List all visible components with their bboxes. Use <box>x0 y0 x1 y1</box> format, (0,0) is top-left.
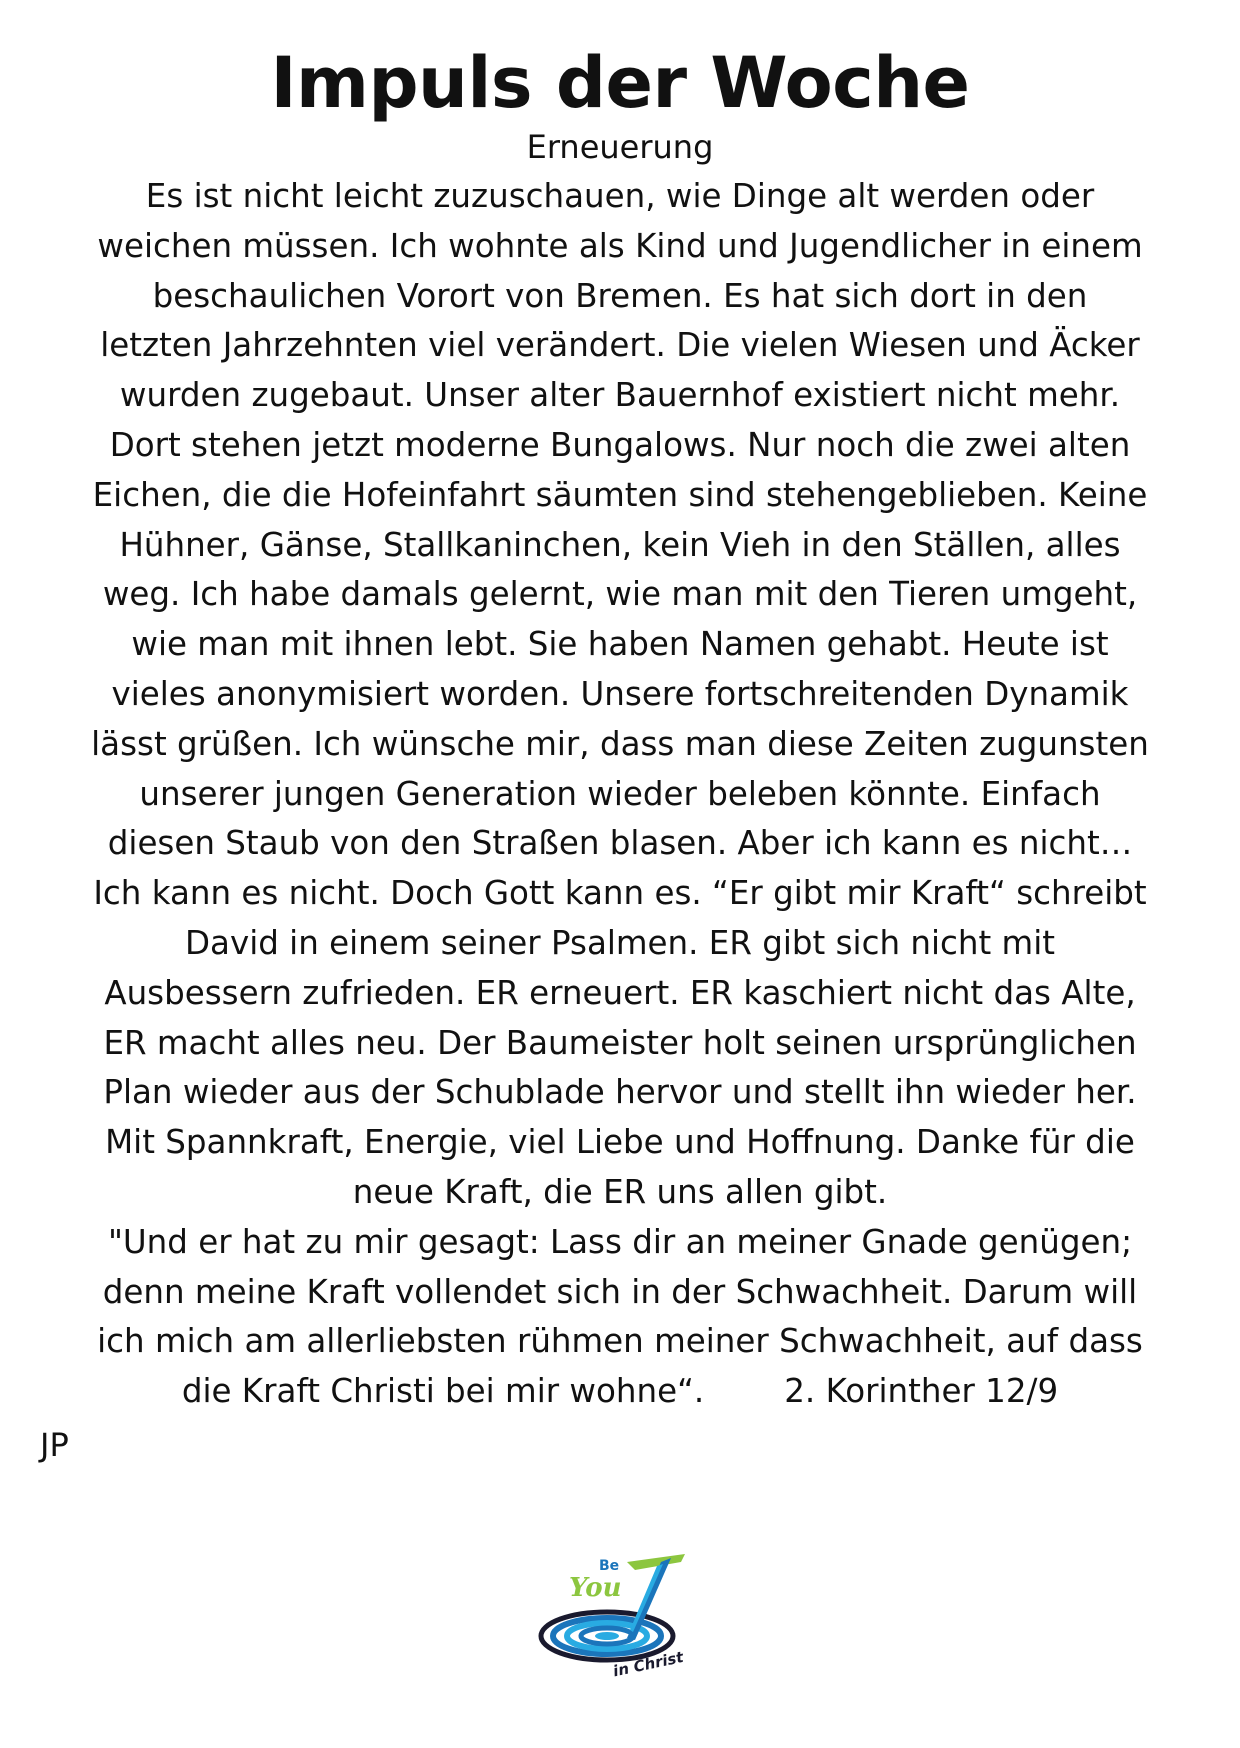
body-line: David in einem seiner Psalmen. ER gibt sich nicht mit <box>185 923 1055 962</box>
body-line: ER macht alles neu. Der Baumeister holt seinen ursprünglichen <box>103 1023 1137 1062</box>
quote-end: die Kraft Christi bei mir wohne“. <box>181 1372 705 1411</box>
body-line: unserer jungen Generation wieder beleben könnte. Einfach <box>139 774 1101 813</box>
body-line: Ich kann es nicht. Doch Gott kann es. “Er gibt mir Kraft“ schreibt <box>93 874 1147 913</box>
body-line: Mit Spannkraft, Energie, viel Liebe und Hoffnung. Danke für die <box>105 1123 1135 1162</box>
body-line: lässt grüßen. Ich wünsche mir, dass man diese Zeiten zugunsten <box>91 724 1149 763</box>
body-line: beschaulichen Vorort von Bremen. Es hat sich dort in den <box>152 276 1088 315</box>
body-line: Ausbessern zufrieden. ER erneuert. ER kaschiert nicht das Alte, <box>104 973 1136 1012</box>
page-title: Impuls der Woche <box>270 42 970 124</box>
be-you-in-christ-logo <box>535 1540 705 1680</box>
body-text <box>30 172 1210 1417</box>
body-line: Eichen, die die Hofeinfahrt säumten sind stehengeblieben. Keine <box>92 475 1148 514</box>
body-line: Plan wieder aus der Schublade hervor und stellt ihn wieder her. <box>103 1073 1137 1112</box>
quote-line: "Und er hat zu mir gesagt: Lass dir an meiner Gnade genügen; <box>107 1222 1133 1261</box>
body-line: wie man mit ihnen lebt. Sie haben Namen gehabt. Heute ist <box>131 625 1109 664</box>
body-line: weichen müssen. Ich wohnte als Kind und Jugendlicher in einem <box>97 226 1143 265</box>
quote-line: ich mich am allerliebsten rühmen meiner Schwachheit, auf dass <box>97 1322 1143 1361</box>
page-subtitle: Erneuerung <box>526 128 714 166</box>
signature: JP <box>40 1426 69 1464</box>
quote-last-line <box>30 1367 1210 1417</box>
logo-be-text: Be <box>599 1558 620 1574</box>
water-ripple-icon <box>541 1612 673 1660</box>
body-line: vieles anonymisiert worden. Unsere fortschreitenden Dynamik <box>111 674 1129 713</box>
body-line: diesen Staub von den Straßen blasen. Aber ich kann es nicht… <box>107 824 1133 863</box>
logo-in-christ-text: in Christ <box>611 1647 685 1680</box>
logo-you-text: You <box>569 1573 622 1603</box>
body-line: Es ist nicht leicht zuzuschauen, wie Dinge alt werden oder <box>145 177 1095 215</box>
bible-reference: 2. Korinther 12/9 <box>784 1372 1059 1411</box>
body-line: neue Kraft, die ER uns allen gibt. <box>352 1172 888 1211</box>
body-line: Hühner, Gänse, Stallkaninchen, kein Vieh in den Ställen, alles <box>119 525 1121 564</box>
body-line: weg. Ich habe damals gelernt, wie man mit den Tieren umgeht, <box>102 575 1138 614</box>
body-line: letzten Jahrzehnten viel verändert. Die vielen Wiesen und Äcker <box>100 326 1140 365</box>
body-line: Dort stehen jetzt moderne Bungalows. Nur noch die zwei alten <box>109 425 1131 464</box>
quote-line: denn meine Kraft vollendet sich in der Schwachheit. Darum will <box>102 1272 1138 1311</box>
body-line: wurden zugebaut. Unser alter Bauernhof existiert nicht mehr. <box>119 376 1121 415</box>
